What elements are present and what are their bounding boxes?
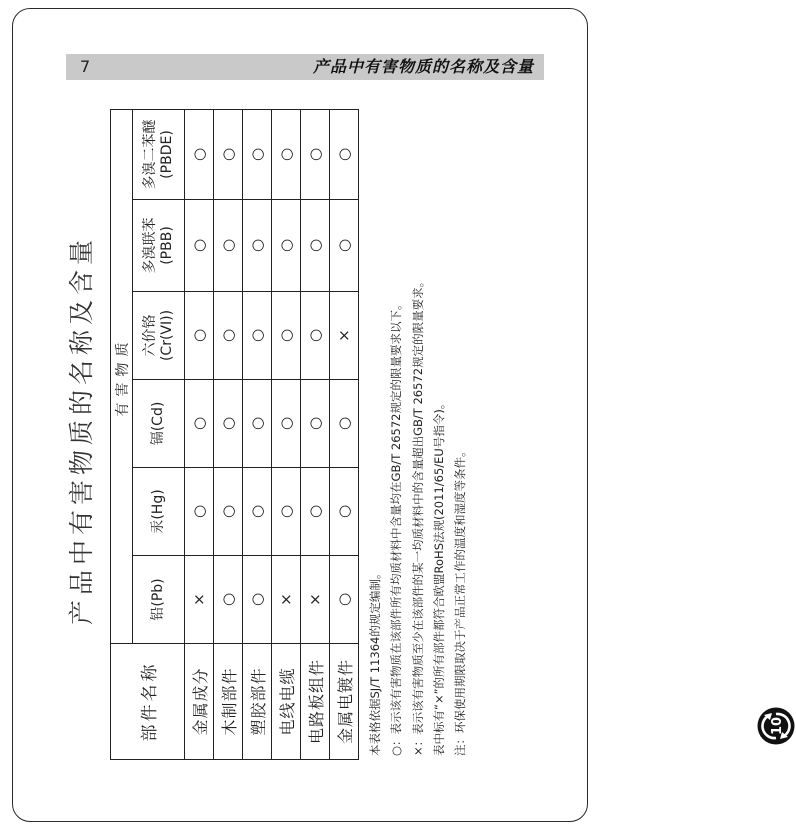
part-name-cell: 塑胶部件 <box>243 644 272 760</box>
mark-cell: ○ <box>214 380 243 468</box>
document-title: 产品中有害物质的名称及含量 <box>67 235 96 626</box>
mark-cell: ○ <box>330 110 359 200</box>
mark-cell: ○ <box>272 110 301 200</box>
substance-header: 铅(Pb) <box>133 556 185 644</box>
environmental-use-period-icon <box>756 706 796 746</box>
mark-cell: ○ <box>330 380 359 468</box>
part-name-cell: 电路板组件 <box>301 644 330 760</box>
mark-cell: ○ <box>301 380 330 468</box>
part-name-cell: 木制部件 <box>214 644 243 760</box>
substance-group-header: 有害物质 <box>111 110 133 644</box>
mark-cell: ○ <box>214 200 243 292</box>
mark-cell: ○ <box>243 200 272 292</box>
mark-cell: ○ <box>243 556 272 644</box>
mark-cell: ○ <box>243 292 272 380</box>
substance-header: 六价铬 (Cr(VI)) <box>133 292 185 380</box>
part-name-cell: 金属成分 <box>185 644 214 760</box>
part-name-header: 部件名称 <box>111 644 185 760</box>
mark-cell: ○ <box>301 292 330 380</box>
mark-cell: ○ <box>214 468 243 556</box>
mark-cell: ○ <box>272 468 301 556</box>
table-row <box>214 110 243 760</box>
note-line: ×：表示该有害物质至少在该部件的某一均质材料中的含量超出GB/T 26572规定的限量要求。 <box>410 275 425 756</box>
mark-cell: ○ <box>272 200 301 292</box>
mark-cell: ○ <box>301 110 330 200</box>
header-title: 产品中有害物质的名称及含量 <box>312 57 534 76</box>
mark-cell: ○ <box>301 468 330 556</box>
mark-cell: ○ <box>185 110 214 200</box>
mark-cell: ○ <box>243 468 272 556</box>
table-row <box>301 110 330 760</box>
part-name-cell: 电线电缆 <box>272 644 301 760</box>
mark-cell: ○ <box>243 110 272 200</box>
page-number: 7 <box>80 57 91 76</box>
note-line: 注：环保使用期限取决于产品正常工作的温度和湿度等条件。 <box>453 445 468 756</box>
mark-cell: ○ <box>330 556 359 644</box>
mark-cell: ○ <box>185 468 214 556</box>
mark-cell: ○ <box>272 380 301 468</box>
mark-cell: ○ <box>185 292 214 380</box>
hazardous-substance-table <box>110 109 359 760</box>
mark-cell: × <box>330 292 359 380</box>
table-row <box>272 110 301 760</box>
mark-cell: ○ <box>272 292 301 380</box>
table-row <box>330 110 359 760</box>
mark-cell: ○ <box>214 556 243 644</box>
notes <box>365 106 471 756</box>
note-line: 本表格依据SJ/T 11364的规定编制。 <box>368 567 382 756</box>
badge-number: 10 <box>770 716 785 736</box>
mark-cell: ○ <box>185 200 214 292</box>
mark-cell: ○ <box>330 468 359 556</box>
substance-header: 汞(Hg) <box>133 468 185 556</box>
mark-cell: ○ <box>214 110 243 200</box>
note-line: ○：表示该有害物质在该部件所有均质材料中含量均在GB/T 26572规定的限量要求以下。 <box>389 298 404 756</box>
mark-cell: × <box>272 556 301 644</box>
mark-cell: ○ <box>301 200 330 292</box>
mark-cell: ○ <box>243 380 272 468</box>
mark-cell: ○ <box>185 380 214 468</box>
part-name-cell: 金属电镀件 <box>330 644 359 760</box>
mark-cell: ○ <box>214 292 243 380</box>
table-row <box>185 110 214 760</box>
substance-header: 多溴二苯醚 (PBDE) <box>133 110 185 200</box>
substance-header: 镉(Cd) <box>133 380 185 468</box>
rotated-document <box>58 100 785 760</box>
table-row <box>243 110 272 760</box>
note-line: 表中标有“×”的所有部件都符合欧盟RoHS法规(2011/65/EU号指令)。 <box>431 397 446 756</box>
mark-cell: × <box>301 556 330 644</box>
substance-header: 多溴联苯 (PBB) <box>133 200 185 292</box>
mark-cell: ○ <box>330 200 359 292</box>
mark-cell: × <box>185 556 214 644</box>
